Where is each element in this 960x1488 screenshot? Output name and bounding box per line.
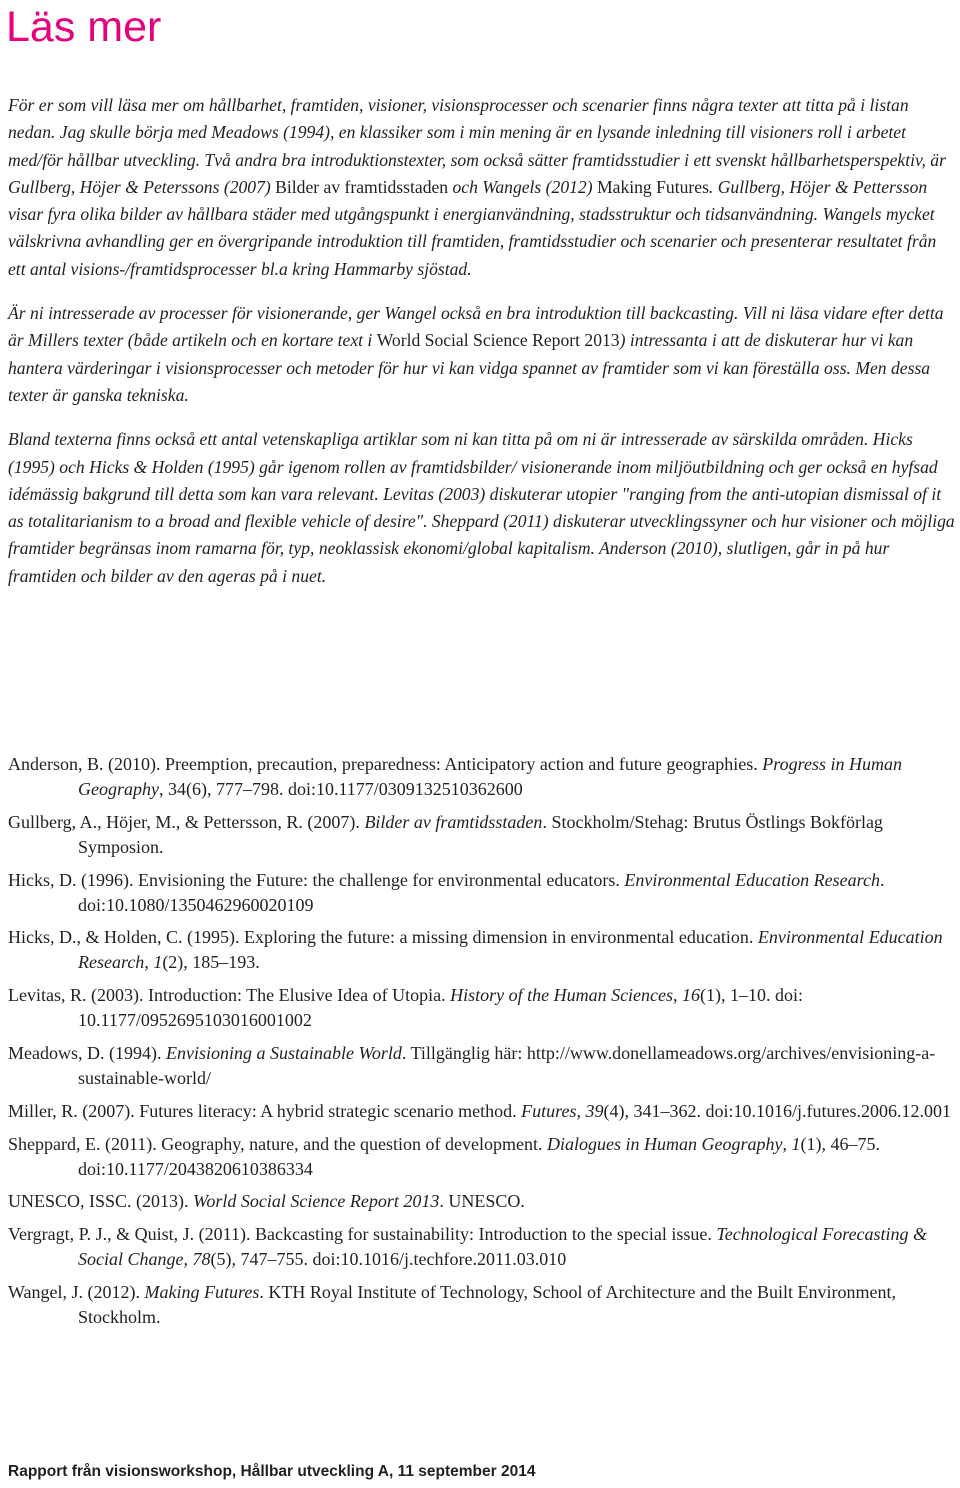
report-title: World Social Science Report 2013 <box>376 330 620 351</box>
reference-item: UNESCO, ISSC. (2013). World Social Science Report 2013. UNESCO. <box>8 1191 525 1212</box>
reference-item: Hicks, D., & Holden, C. (1995). Exploring the future: a missing dimension in environmental education. Environmental Education Research, 1(2), 185–193. <box>8 927 943 973</box>
book-title: Making Futures <box>597 176 709 197</box>
reference-item: Hicks, D. (1996). Envisioning the Future: the challenge for environmental educators. Environmental Education Research. doi:10.1080/1350462960020109 <box>8 869 885 915</box>
reference-item: Gullberg, A., Höjer, M., & Pettersson, R. (2007). Bilder av framtidsstaden. Stockholm/Stehag: Brutus Östlings Bokförlag Symposion. <box>8 811 883 857</box>
reference-item: Meadows, D. (1994). Envisioning a Sustainable World. Tillgänglig här: http://www.donellameadows.org/archives/envisioning-a-sustainable-world/ <box>8 1042 936 1088</box>
intro-section <box>8 92 956 607</box>
reference-item: Wangel, J. (2012). Making Futures. KTH Royal Institute of Technology, School of Architecture and the Built Environment, Stockholm. <box>8 1281 896 1327</box>
page-title: Läs mer <box>6 3 162 51</box>
reference-list <box>8 752 956 1338</box>
reference-item: Levitas, R. (2003). Introduction: The Elusive Idea of Utopia. History of the Human Sciences, 16(1), 1–10. doi: 10.1177/0952695103016001002 <box>8 985 804 1031</box>
book-title: Bilder av framtidsstaden <box>275 176 449 197</box>
intro-paragraph-2: Är ni intresserade av processer för visionerande, ger Wangel också en bra introduktion till backcasting. Vill ni läsa vidare efter detta är Millers texter (både artikeln och en kortare text i World Social Science Report 2013) intressanta i att de diskuterar hur vi kan hantera värderingar i visionsprocesser och metoder för hur vi kan vidga spannet av framtider som vi kan föreställa oss. Men dessa texter är ganska tekniska. <box>8 303 944 405</box>
reference-item: Sheppard, E. (2011). Geography, nature, and the question of development. Dialogues in Human Geography, 1(1), 46–75. doi:10.1177/2043820610386334 <box>8 1133 880 1179</box>
reference-item: Vergragt, P. J., & Quist, J. (2011). Backcasting for sustainability: Introduction to the special issue. Technological Forecasting & Social Change, 78(5), 747–755. doi:10.1016/j.techfore.2011.03.010 <box>8 1224 928 1270</box>
page-footer: Rapport från visionsworkshop, Hållbar utveckling A, 11 september 2014 <box>8 1463 536 1480</box>
reference-item: Anderson, B. (2010). Preemption, precaution, preparedness: Anticipatory action and future geographies. Progress in Human Geography, 34(6), 777–798. doi:10.1177/0309132510362600 <box>8 754 902 799</box>
intro-paragraph-3: Bland texterna finns också ett antal vetenskapliga artiklar som ni kan titta på om ni är intresserade av särskilda områden. Hicks (1995) och Hicks & Holden (1995) går igenom rollen av framtidsbilder/ visionerande inom miljöutbildning och ger också en hyfsad idémässig bakgrund till detta som kan vara relevant. Levitas (2003) diskuterar utopier "ranging from the anti-utopian dismissal of it as totalitarianism to a broad and flexible vehicle of desire". Sheppard (2011) diskuterar utvecklingssyner och hur visioner och möjliga framtider begränsas inom ramarna för, typ, neoklassisk ekonomi/global kapitalism. Anderson (2010), slutligen, går in på hur framtiden och bilder av den ageras på i nuet. <box>8 429 955 586</box>
reference-item: Miller, R. (2007). Futures literacy: A hybrid strategic scenario method. Futures, 39(4), 341–362. doi:10.1016/j.futures.2006.12.001 <box>8 1100 951 1121</box>
intro-paragraph-1: För er som vill läsa mer om hållbarhet, framtiden, visioner, visionsprocesser och scenarier finns några texter att titta på i listan nedan. Jag skulle börja med Meadows (1994), en klassiker som i min mening är en lysande inledning till visioners roll i arbetet med/för hållbar utveckling. Två andra bra introduktionstexter, som också sätter framtidsstudier i ett svenskt hållbarhetsperspektiv, är Gullberg, Höjer & Peterssons (2007) Bilder av framtidsstaden och Wangels (2012) Making Futures. Gullberg, Höjer & Pettersson visar fyra olika bilder av hållbara städer med utgångspunkt i energianvändning, stadsstruktur och tidsanvändning. Wangels mycket välskrivna avhandling ger en övergripande introduktion till framtiden, framtidsstudier och scenarier och presenterar resultatet från ett antal visions-/framtidsprocesser bl.a kring Hammarby sjöstad. <box>8 95 946 279</box>
